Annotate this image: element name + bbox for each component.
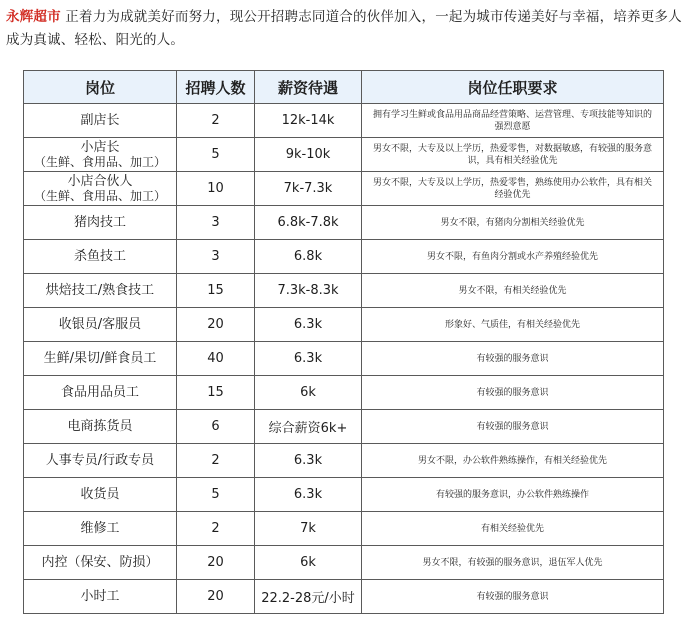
cell-requirements: 男女不限，有鱼肉分割或水产养殖经验优先 <box>362 240 664 274</box>
cell-position <box>24 444 177 478</box>
cell-position <box>24 104 177 138</box>
position-name: 收货员 <box>80 487 120 502</box>
table-row <box>24 274 664 308</box>
cell-count: 6 <box>177 410 255 444</box>
cell-requirements: 有较强的服务意识 <box>362 376 664 410</box>
cell-count: 2 <box>177 512 255 546</box>
cell-salary: 9k-10k <box>255 138 362 172</box>
position-name: 小店合伙人 <box>67 173 133 189</box>
cell-requirements: 有较强的服务意识 <box>362 580 664 614</box>
position-name: 杀鱼技工 <box>73 249 126 264</box>
cell-requirements: 男女不限，有相关经验优先 <box>362 274 664 308</box>
table-row <box>24 512 664 546</box>
table-row <box>24 104 664 138</box>
cell-salary: 22.2-28元/小时 <box>255 580 362 614</box>
cell-count: 5 <box>177 478 255 512</box>
position-name: 生鲜/果切/鲜食员工 <box>43 351 157 366</box>
cell-requirements: 男女不限，有较强的服务意识，退伍军人优先 <box>362 546 664 580</box>
cell-requirements: 形象好、气质佳，有相关经验优先 <box>362 308 664 342</box>
cell-count: 5 <box>177 138 255 172</box>
cell-position <box>24 410 177 444</box>
cell-salary: 6k <box>255 376 362 410</box>
position-name: 食品用品员工 <box>60 385 139 400</box>
cell-salary: 6k <box>255 546 362 580</box>
cell-position <box>24 240 177 274</box>
cell-salary: 综合薪资6k+ <box>255 410 362 444</box>
cell-count: 15 <box>177 274 255 308</box>
cell-count: 10 <box>177 172 255 206</box>
cell-requirements: 拥有学习生鲜或食品用品商品经营策略、运营管理、专项技能等知识的强烈意愿 <box>362 104 664 138</box>
cell-position <box>24 308 177 342</box>
cell-position <box>24 172 177 206</box>
header-position: 岗位 <box>24 71 177 104</box>
header-count: 招聘人数 <box>177 71 255 104</box>
position-name: 维修工 <box>80 521 120 536</box>
position-name: 小店长 <box>80 139 120 155</box>
cell-count: 20 <box>177 580 255 614</box>
cell-requirements: 男女不限，办公软件熟练操作，有相关经验优先 <box>362 444 664 478</box>
table-row <box>24 478 664 512</box>
cell-position <box>24 206 177 240</box>
cell-count: 20 <box>177 546 255 580</box>
cell-salary: 12k-14k <box>255 104 362 138</box>
cell-requirements: 有相关经验优先 <box>362 512 664 546</box>
intro-text: 正着力为成就美好而努力，现公开招聘志同道合的伙伴加入，一起为城市传递美好与幸福，培养更多人成为真诚、轻松、阳光的人。 <box>6 9 682 48</box>
cell-position <box>24 138 177 172</box>
position-name: 烘焙技工/熟食技工 <box>45 283 155 298</box>
cell-position <box>24 342 177 376</box>
cell-salary: 6.8k <box>255 240 362 274</box>
cell-position <box>24 512 177 546</box>
cell-salary: 6.8k-7.8k <box>255 206 362 240</box>
job-table-body <box>24 104 664 614</box>
table-row <box>24 342 664 376</box>
cell-requirements: 有较强的服务意识 <box>362 410 664 444</box>
cell-count: 40 <box>177 342 255 376</box>
cell-count: 2 <box>177 104 255 138</box>
header-salary: 薪资待遇 <box>255 71 362 104</box>
header-requirements: 岗位任职要求 <box>362 71 664 104</box>
table-row <box>24 410 664 444</box>
cell-count: 3 <box>177 206 255 240</box>
cell-count: 20 <box>177 308 255 342</box>
table-row <box>24 376 664 410</box>
position-name: 内控（保安、防损） <box>41 555 159 570</box>
cell-count: 3 <box>177 240 255 274</box>
cell-position <box>24 546 177 580</box>
table-row <box>24 308 664 342</box>
table-header-row <box>24 71 664 104</box>
cell-requirements: 男女不限，有猪肉分割相关经验优先 <box>362 206 664 240</box>
position-name: 收银员/客服员 <box>58 317 142 332</box>
cell-position <box>24 478 177 512</box>
cell-requirements: 有较强的服务意识，办公软件熟练操作 <box>362 478 664 512</box>
cell-salary: 7.3k-8.3k <box>255 274 362 308</box>
position-detail: （生鲜、食用品、加工） <box>33 154 166 169</box>
cell-requirements: 男女不限，大专及以上学历，热爱零售，熟练使用办公软件，具有相关经验优先 <box>362 172 664 206</box>
cell-requirements: 有较强的服务意识 <box>362 342 664 376</box>
position-name: 小时工 <box>80 589 120 604</box>
job-table <box>23 70 664 614</box>
cell-salary: 7k <box>255 512 362 546</box>
position-detail: （生鲜、食用品、加工） <box>33 188 166 203</box>
cell-salary: 7k-7.3k <box>255 172 362 206</box>
cell-salary: 6.3k <box>255 444 362 478</box>
cell-salary: 6.3k <box>255 308 362 342</box>
cell-salary: 6.3k <box>255 342 362 376</box>
table-row <box>24 444 664 478</box>
cell-count: 15 <box>177 376 255 410</box>
cell-count: 2 <box>177 444 255 478</box>
cell-position <box>24 274 177 308</box>
table-row <box>24 138 664 172</box>
brand-name: 永辉超市 <box>6 9 61 25</box>
position-name: 猪肉技工 <box>73 215 126 230</box>
position-name: 人事专员/行政专员 <box>45 453 155 468</box>
cell-requirements: 男女不限，大专及以上学历，热爱零售，对数据敏感，有较强的服务意识，具有相关经验优先 <box>362 138 664 172</box>
table-row <box>24 546 664 580</box>
table-row <box>24 240 664 274</box>
table-row <box>24 172 664 206</box>
cell-position <box>24 580 177 614</box>
intro-paragraph <box>6 6 682 52</box>
position-name: 副店长 <box>80 113 120 128</box>
cell-salary: 6.3k <box>255 478 362 512</box>
cell-position <box>24 376 177 410</box>
table-row <box>24 580 664 614</box>
position-name: 电商拣货员 <box>67 419 133 434</box>
table-row <box>24 206 664 240</box>
